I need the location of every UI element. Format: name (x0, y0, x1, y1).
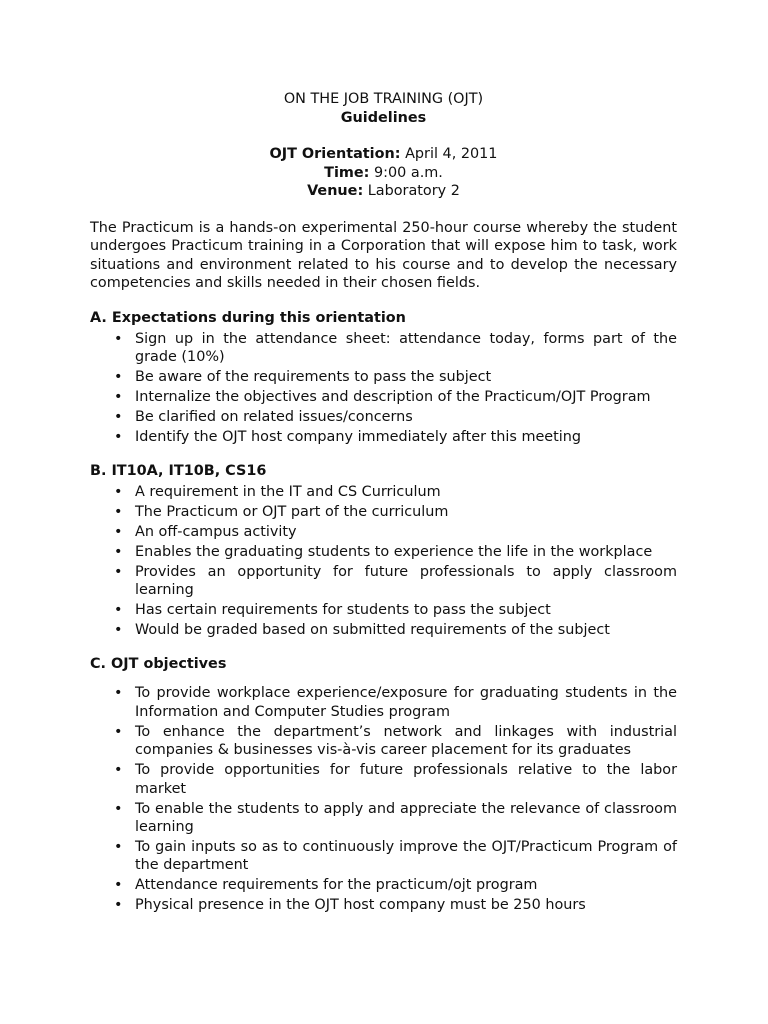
list-item-text: Enables the graduating students to experience the life in the workplace (135, 543, 653, 560)
bullet-list (90, 483, 677, 639)
list-item-text: Internalize the objectives and description of the Practicum/OJT Program (135, 388, 651, 405)
list-item-text: Sign up in the attendance sheet: attendance today, forms part of the grade (10%) (135, 330, 677, 365)
bullet-icon: • (114, 484, 123, 501)
section-objectives (90, 655, 677, 914)
time-label: Time: (324, 164, 370, 181)
bullet-icon: • (114, 330, 123, 347)
list-item-text: Has certain requirements for students to pass the subject (135, 602, 551, 619)
list-item-text: Attendance requirements for the practicum/ojt program (135, 877, 538, 894)
bullet-icon: • (114, 523, 123, 540)
venue-value: Laboratory 2 (363, 183, 460, 199)
section-courses (90, 462, 677, 639)
bullet-icon: • (114, 897, 123, 914)
section-title: A. Expectations during this orientation (90, 309, 406, 326)
list-item (90, 800, 677, 837)
bullet-icon: • (114, 503, 123, 520)
bullet-icon: • (114, 408, 123, 425)
bullet-icon: • (114, 563, 123, 580)
list-item (90, 388, 677, 407)
bullet-icon: • (114, 388, 123, 405)
orientation-details (90, 145, 677, 201)
list-item-text: Would be graded based on submitted requirements of the subject (135, 621, 610, 638)
document-title: ON THE JOB TRAINING (OJT) (283, 91, 484, 107)
list-item (90, 408, 677, 427)
list-item-text: Be clarified on related issues/concerns (135, 408, 413, 425)
bullet-icon: • (114, 800, 123, 817)
list-item-text: To enable the students to apply and appreciate the relevance of classroom learning (135, 800, 677, 836)
bullet-icon: • (114, 723, 123, 740)
list-item (90, 563, 677, 600)
orientation-time-line (90, 164, 677, 183)
bullet-list (90, 330, 677, 447)
bullet-icon: • (114, 602, 123, 619)
list-item (90, 684, 677, 721)
list-item-text: To provide workplace experience/exposure for graduating students in the Information and Computer Studies program (135, 685, 677, 720)
list-item-text: To enhance the department’s network and linkages with industrial companies & businesses vis-à-vis career placement for its graduates (135, 723, 677, 759)
orientation-venue-line (90, 182, 677, 201)
list-item (90, 621, 677, 640)
list-item (90, 838, 677, 875)
bullet-icon: • (114, 762, 123, 779)
section-title: B. IT10A, IT10B, CS16 (90, 463, 267, 480)
list-item (90, 368, 677, 387)
list-item (90, 761, 677, 798)
list-item-text: Identify the OJT host company immediately after this meeting (135, 428, 582, 445)
list-item-text: To gain inputs so as to continuously improve the OJT/Practicum Program of the department (135, 838, 677, 874)
intro-paragraph: The Practicum is a hands-on experimental 250-hour course whereby the student undergoes Practicum training in a Corporation that will expose him to task, work situations and environment related to his course and to develop the necessary competencies and skills needed in their chosen fields. (90, 219, 677, 291)
document-subtitle: Guidelines (340, 110, 427, 126)
time-value: 9:00 a.m. (369, 164, 443, 181)
list-item (90, 543, 677, 562)
bullet-icon: • (114, 543, 123, 560)
list-item (90, 428, 677, 447)
bullet-list (90, 684, 677, 914)
bullet-icon: • (114, 685, 123, 702)
list-item-text: Physical presence in the OJT host company must be 250 hours (135, 897, 586, 914)
bullet-icon: • (114, 368, 123, 385)
bullet-icon: • (114, 621, 123, 638)
document-page (90, 90, 677, 916)
list-item (90, 503, 677, 522)
list-item (90, 330, 677, 367)
list-item-text: An off-campus activity (135, 523, 297, 540)
list-item (90, 876, 677, 895)
section-expectations (90, 309, 677, 447)
list-item (90, 723, 677, 760)
list-item (90, 523, 677, 542)
bullet-icon: • (114, 428, 123, 445)
orientation-value: April 4, 2011 (400, 146, 498, 162)
list-item (90, 483, 677, 502)
list-item-text: A requirement in the IT and CS Curriculum (135, 484, 441, 501)
list-item-text: Provides an opportunity for future professionals to apply classroom learning (135, 563, 677, 599)
venue-label: Venue: (307, 183, 364, 199)
document-header (90, 90, 677, 128)
bullet-icon: • (114, 877, 123, 894)
list-item-text: To provide opportunities for future professionals relative to the labor market (135, 762, 677, 797)
bullet-icon: • (114, 838, 123, 855)
list-item (90, 896, 677, 915)
list-item-text: Be aware of the requirements to pass the subject (135, 368, 492, 385)
list-item (90, 601, 677, 620)
orientation-date-line (90, 145, 677, 164)
list-item-text: The Practicum or OJT part of the curriculum (135, 503, 449, 520)
section-title: C. OJT objectives (90, 656, 227, 673)
orientation-label: OJT Orientation: (269, 146, 401, 162)
